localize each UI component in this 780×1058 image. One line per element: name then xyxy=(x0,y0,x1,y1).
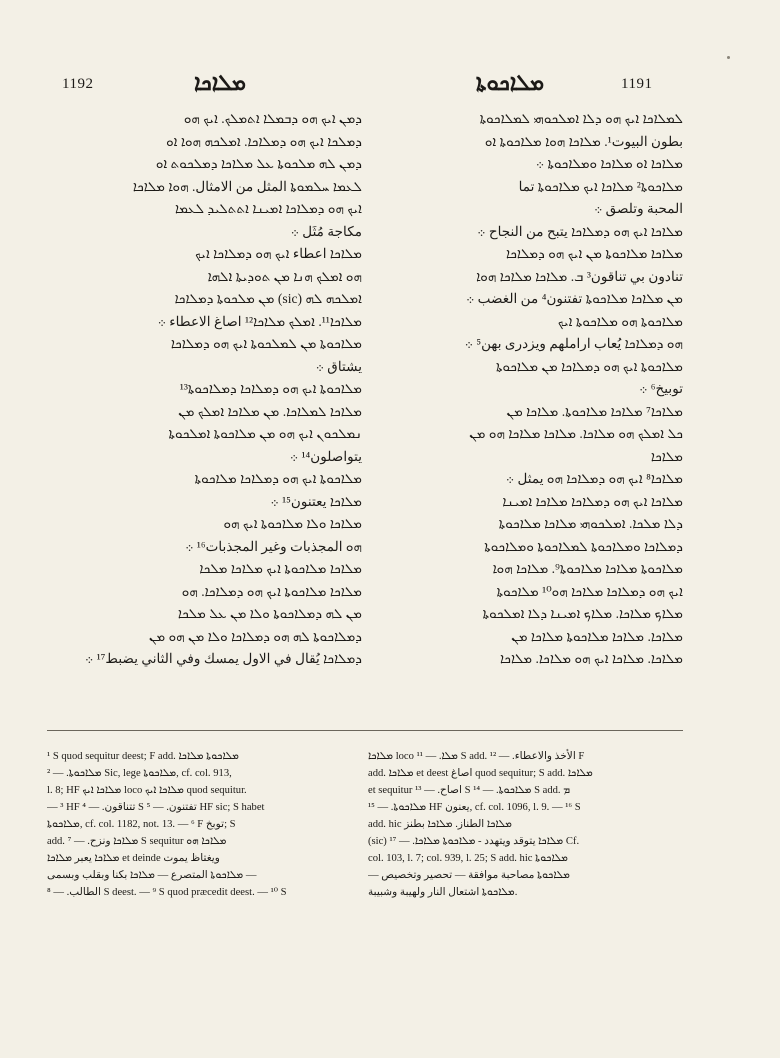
entry-line: ܐܡܠܟܗ ܠܗ (sic) ܡܢ ܡܠܟܘܬܐ ܕܡܠܐܟܐ xyxy=(174,291,362,306)
entry-line: ܡܠܐܟܐ اعطاء ܐܝܟ ܗܘ ܕܡܠܐܟܐ ܐܝܟ xyxy=(195,246,362,261)
left-page-number: 1192 xyxy=(62,76,94,92)
entry-line: ܡܢ ܠܗ ܕܡܠܐܟܘܬܐ ܘܠܐ ܡܢ ܥܠ ܡܠܟܐ xyxy=(177,606,362,621)
right-column xyxy=(368,108,683,718)
entry-line: ܡܠܐܟܘܬܐ ܗܘ ܡܠܐܟܘܬܐ ܐܝܟ xyxy=(557,313,683,329)
footnote-line: ܡܠܐܟܘܬܐ. — ¹⁵ HF يعنون, cf. col. 1096, l. 9. — ¹⁶ S xyxy=(368,802,581,813)
footnote-line: ܡܠܐܟܘܬܐ. — ² Sic, lege ܡܠܐܟܘܬܐ, cf. col. 913, xyxy=(47,768,232,779)
footnote-line: et sequitur اصاح. — ¹³ S ܡܠܐܟܘܬܐ. — ¹⁴ S add. ܡ xyxy=(368,785,571,796)
entry-line: توبيخ⁶ ܀ xyxy=(639,381,683,396)
footnote-line: (sic) ܡܠܐܟܐ يتوقد ويتهدد - ܡܠܐܟܘܬܐ ܡܠܐܟܐ. — ¹⁷ Cf. xyxy=(368,836,580,847)
entry-line: ܡܠܐܟܘܬܐ ܡܢ ܠܡܠܟܘܬܐ ܐܝܟ ܗܘ ܕܡܠܐܟܐ xyxy=(170,336,362,351)
entry-line: ܡܠܐܟܐ ܠܡܠܐܟܐ. ܡܢ ܡܠܐܟܐ ܐܡܠܟ ܡܢ xyxy=(178,403,362,419)
entry-line: ܡܠܐܟܐ ܐܝܟ ܗܘ ܕܡܠܐܟܐ ܡܠܐܟܐ ܐܡܝܢܐ xyxy=(502,493,683,509)
entry-line: تنادون بي تناقون³ ܒ. ܡܠܐܟܐ ܡܠܐܟܐ ܗܘܐ xyxy=(476,268,683,284)
entry-line: ܡܠܐܟܘܬܐ² ܡܠܐܟܐ ܐܝܟ ܡܠܐܟܘܬܐ تما xyxy=(518,178,683,194)
entry-line: ܡܠܐܟܐ ܐܝܟ ܗܘ ܕܡܠܐܟܐ يتبح من النجاح ܀ xyxy=(477,223,683,239)
right-running-head: ܡܠܐܟܘܬܐ xyxy=(475,70,545,95)
entry-line: ܡܠܐܟܐ⁸ ܐܝܟ ܗܘ ܕܡܠܐܟܐ ܗܘ يمثل ܀ xyxy=(505,471,683,486)
entry-line: ܐܝܟ ܗܘ ܕܡܠܐܟܐ ܡܠܐܟܐ ܗܘ¹⁰ ܡܠܐܟܘܬܐ xyxy=(496,583,683,599)
entry-line: ܡܠܐܟܐ ܡܠܐܟܘܬܐ ܐܝܟ ܗܘ ܕܡܠܐܟܐ. ܗܘ xyxy=(181,583,362,599)
footnote-line: col. 103, l. 7; col. 939, l. 25; S add. hic ܡܠܐܟܘܬܐ xyxy=(368,853,568,864)
footnote-line: add. ܡܠܐܟܐ ونزح. — ⁷ S sequitur ܡܠܐܟܐ ܗܘ xyxy=(47,836,227,847)
right-footnotes xyxy=(368,748,683,1018)
footnote-line: ܡܠܐܟܐ يعبر ܡܠܐܟܐ et deinde ويغتاظ يموت xyxy=(47,853,220,864)
entry-line: ܡܠܐܟܐ⁷ ܡܠܐܟܐ ܡܠܐܟܘܬܐ. ܡܠܐܟܐ ܡܢ xyxy=(506,403,683,419)
footnote-line: — ܡܠܐܟܘܬܐ مصاحبة موافقة — تحصير وتخصيص xyxy=(368,870,570,881)
left-running-head: ܡܠܐܟܐ xyxy=(194,70,246,95)
entry-line: بطون البيوت¹. ܡܠܐܟܐ ܗܘܐ ܡܠܐܟܘܬܐ ܐܘ xyxy=(484,133,683,149)
entry-line: ܡܠܐܟܐ ܡܠܐܟܘܬܐ ܐܝܟ ܡܠܐܟܐ ܡܠܟܐ xyxy=(199,561,362,576)
entry-line: يتواصلون¹⁴ ܀ xyxy=(289,448,362,464)
entry-line: ܡܠܐܟܐ ܐܘ ܡܠܐܟܐ ܘܡܠܐܟܘܬܐ ܀ xyxy=(535,156,683,171)
right-page-number: 1191 xyxy=(621,76,653,92)
entry-line: ܕܡܢ ܠܗ ܡܠܟܘܬܐ ܥܠ ܡܠܐܟܐ ܕܡܠܟܘܬ ܐܘ xyxy=(155,156,362,171)
entry-line: ܡܠܐܟܐ¹¹. ܐܡܠܟ ܡܠܐܟܐ¹² اصاغ الاعطاء ܀ xyxy=(157,313,362,329)
entry-line: ܕܡܠܐܟܐ ܘܡܠܐܟܘܬܐ ܠܡܠܐܟܘܬܐ ܘܡܠܐܟܘܬܐ xyxy=(484,538,683,554)
footnote-line: ܡܠܐܟܘܬܐ المتصرع — ܡܠܐܟܐ بكنا وبقلب وبسمى — xyxy=(47,870,257,881)
entry-line: ܕܡܠܐܟܐ يُقال في الاول يمسك وفي الثاني يضبط¹⁷ ܀ xyxy=(85,651,362,666)
entry-line: ܡܠܐܟܐ. ܡܠܐܟܐ ܐܝܟ ܗܘ ܡܠܐܟܐ. ܡܠܐܟܐ xyxy=(500,651,683,666)
entry-line: ܡܠܐܟܐ. ܡܠܐܟܐ ܡܠܐܟܘܬܐ ܡܠܐܟܐ ܡܢ xyxy=(511,628,683,644)
entry-line: ܡܠܐܟܐ xyxy=(650,448,683,464)
left-footnotes xyxy=(47,748,362,1018)
footnote-line: add. hic ܡܠܐܟܐ الطناز. ܡܠܐܟܐ بطنز xyxy=(368,819,512,830)
entry-line: يشتاق ܀ xyxy=(315,358,362,374)
entry-line: ܡܠܐܟ ܡܠܐܟܐ. ܡܠܐܟ ܐܡܝܢܐ ܕܠܐ ܐܡܠܟܘܬܐ xyxy=(482,606,683,621)
entry-line: ܕܡܠܟܐ ܐܝܟ ܗܘ ܕܡܠܐܟܐ. ܐܡܠܟܗ ܗܘܐ ܐܘ xyxy=(166,133,362,149)
entry-line: ܕܡܢ ܐܝܟ ܗܘ ܕܒܡܠܐ ܐܬܡܠܟ. ܐܝܟ ܗܘ xyxy=(183,111,362,126)
entry-line: ܡܠܐܟܘܬܐ ܐܝܟ ܗܘ ܕܡܠܐܟܐ ܡܠܐܟܘܬܐ xyxy=(194,471,362,486)
entry-line: المحبة وتلصق ܀ xyxy=(594,201,683,216)
entry-line: ܡܠܐܟܐ ܘܠܐ ܡܠܐܟܘܬܐ ܐܝܟ ܗܘ xyxy=(223,516,362,531)
entry-line: ܗܘ المجذبات وغير المجذبات¹⁶ ܀ xyxy=(185,538,362,554)
footnote-line: — ³ HF تتناقون. — ⁴ S تفتنون. — ⁵ HF sic; S habet xyxy=(47,802,265,813)
footnote-line: ܡܠܐܟܐ loco ܡܠܐ. — ¹¹ S add. الأخذ والاعطاء. — ¹² F xyxy=(368,751,585,762)
footnote-line: ܡܠܐܟܘܬܐ اشتعال النار ولهيبة وشبيبة. xyxy=(368,887,518,898)
entry-line: ܠܡܠܐܟܐ ܐܝܟ ܗܘ ܕܠܐ ܐܡܠܟܘܗܝ ܠܡܠܐܟܘܬܐ xyxy=(479,111,683,126)
entry-line: ܡܠܐܟܘܬܐ ܡܠܐܟܐ ܡܠܐܟܘܬܐ⁹. ܡܠܐܟܐ ܗܘܐ xyxy=(492,561,683,576)
footnote-line: l. 8; HF ܡܠܐܟܐ ܐܝܟ loco ܡܠܐܟܐ ܐܝܟ quod sequitur. xyxy=(47,785,247,796)
entry-line: ܕܡܠܐܟܘܬܐ ܠܗ ܗܘ ܕܡܠܐܟܐ ܘܠܐ ܡܢ ܗܘ ܡܢ xyxy=(148,628,362,644)
entry-line: ܡܠܐܟܘܬܐ ܐܝܟ ܗܘ ܕܡܠܐܟܐ ܡܢ ܡܠܐܟܘܬܐ xyxy=(496,358,683,374)
entry-line: ܐܝܟ ܗܘ ܕܡܠܐܟܐ ܐܡܝܢܐ ܐܬܬܠܝܕ ܠܥܡܐ xyxy=(174,201,362,216)
entry-line: مكاجة مُثَل ܀ xyxy=(290,223,362,239)
entry-line: ܗܘ ܐܡܠܟ ܗܢܐ ܡܢ ܬܘܕܝܬܐ ܐܠܗܐ xyxy=(207,268,362,284)
left-column xyxy=(47,108,362,718)
footnote-line: الطالب. — ⁸ S deest. — ⁹ S quod præcedit deest. — ¹⁰ S xyxy=(47,887,287,898)
entry-line: ܡܠܐܟܐ ܡܠܐܟܘܬܐ ܡܢ ܐܝܟ ܗܘ ܕܡܠܐܟܐ xyxy=(505,246,683,261)
entry-line: ܡܠܐܟܐ يعتنون¹⁵ ܀ xyxy=(270,493,362,509)
entry-line: ܡܢ ܡܠܐܟܐ ܡܠܐܟܘܬܐ تفتنون⁴ من الغضب ܀ xyxy=(466,291,683,306)
entry-line: ܠܥܡܐ ܚܠܡܘܬܐ المثل من الامثال. ܗܘܐ ܡܠܐܟܐ xyxy=(132,178,362,194)
entry-line: ܡܠܐܟܘܬܐ ܐܝܟ ܗܘ ܕܡܠܐܟܐ ܕܡܠܐܟܘܬܐ¹³ xyxy=(179,381,362,396)
footnote-line: add. ܡܠܐܟܐ et deest اصاغ quod sequitur; S add. ܡܠܐܟܐ xyxy=(368,768,593,779)
entry-line: ܟܠ ܐܡܠܟ ܗܘ ܡܠܐܟܐ. ܡܠܐܟܐ ܡܠܐܟܐ ܗܘ ܡܢ xyxy=(469,426,683,441)
footnote-line: ¹ S quod sequitur deest; F add. ܡܠܐܟܘܬܐ ܡܠܐܟܐ xyxy=(47,751,239,762)
print-speck xyxy=(727,56,730,59)
entry-line: ܕܠܐ ܡܠܟܐ. ܐܡܠܟܘܗܝ ܡܠܐܟܐ ܡܠܐܟܘܬܐ xyxy=(498,516,683,531)
entry-line: ܢܡܠܟܘܢ ܐܝܟ ܗܘ ܡܢ ܡܠܐܟܘܬܐ ܐܡܠܟܘܬܐ xyxy=(168,426,362,441)
footnote-line: ܡܠܐܟܘܬܐ, cf. col. 1182, not. 13. — ⁶ F توبخ; S xyxy=(47,819,236,830)
entry-line: ܗܘ ܕܡܠܐܟܐ يُعاب اراملهم ويزدرى بهن⁵ ܀ xyxy=(464,336,683,351)
footnote-divider xyxy=(47,730,683,731)
